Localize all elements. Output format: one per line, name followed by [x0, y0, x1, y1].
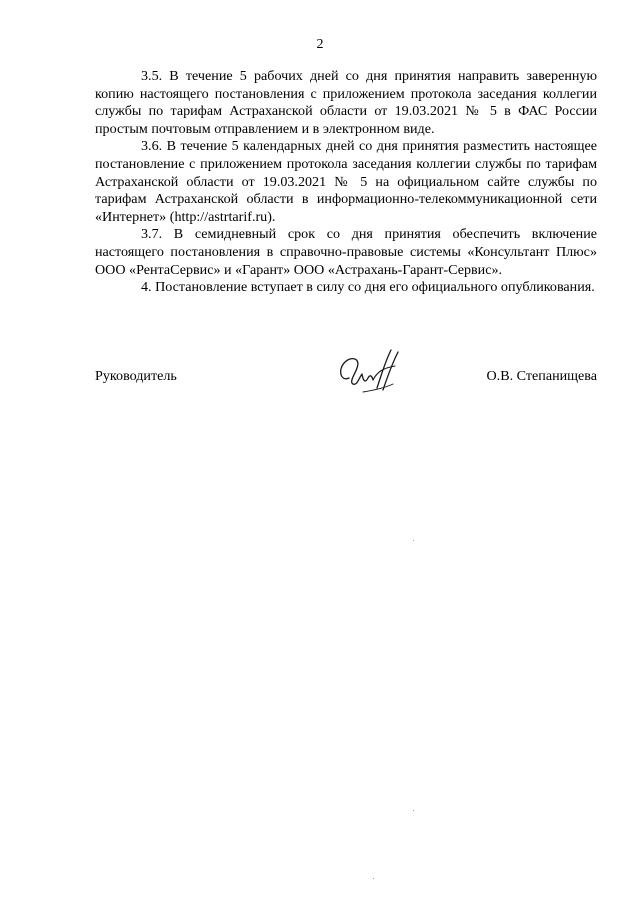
paragraph-4: 4. Постановление вступает в силу со дня его официального опубликования.	[141, 279, 595, 296]
scan-speck	[373, 878, 374, 879]
paragraph-3-6: 3.6. В течение 5 календарных дней со дня принятия разместить настоящее постановление с приложением протокола заседания коллегии службы по тарифам Астраханской области от 19.03.2021 № 5 на официальном сайте службы по тарифам Астраханской области в информационно-телекоммуникационной сети «Интернет» (http://astrtarif.ru).	[95, 138, 597, 225]
signer-name: О.В. Степанищева	[486, 368, 597, 384]
document-body	[95, 68, 597, 297]
page-number: 2	[316, 37, 324, 52]
handwritten-signature-icon	[335, 348, 405, 398]
paragraph-3-5: 3.5. В течение 5 рабочих дней со дня принятия направить заверенную копию настоящего постановления с приложением протокола заседания коллегии службы по тарифам Астраханской области от 19.03.2021 № 5 в ФАС России простым почтовым отправлением и в электронном виде.	[95, 68, 597, 137]
signature-block	[95, 362, 597, 402]
signer-title: Руководитель	[95, 368, 177, 384]
scan-speck	[413, 810, 414, 811]
scan-speck	[413, 540, 414, 541]
paragraph-3-7: 3.7. В семидневный срок со дня принятия обеспечить включение настоящего постановления в справочно-правовые системы «Консультант Плюс» ООО «РентаСервис» и «Гарант» ООО «Астрахань-Гарант-Сервис».	[95, 226, 597, 278]
